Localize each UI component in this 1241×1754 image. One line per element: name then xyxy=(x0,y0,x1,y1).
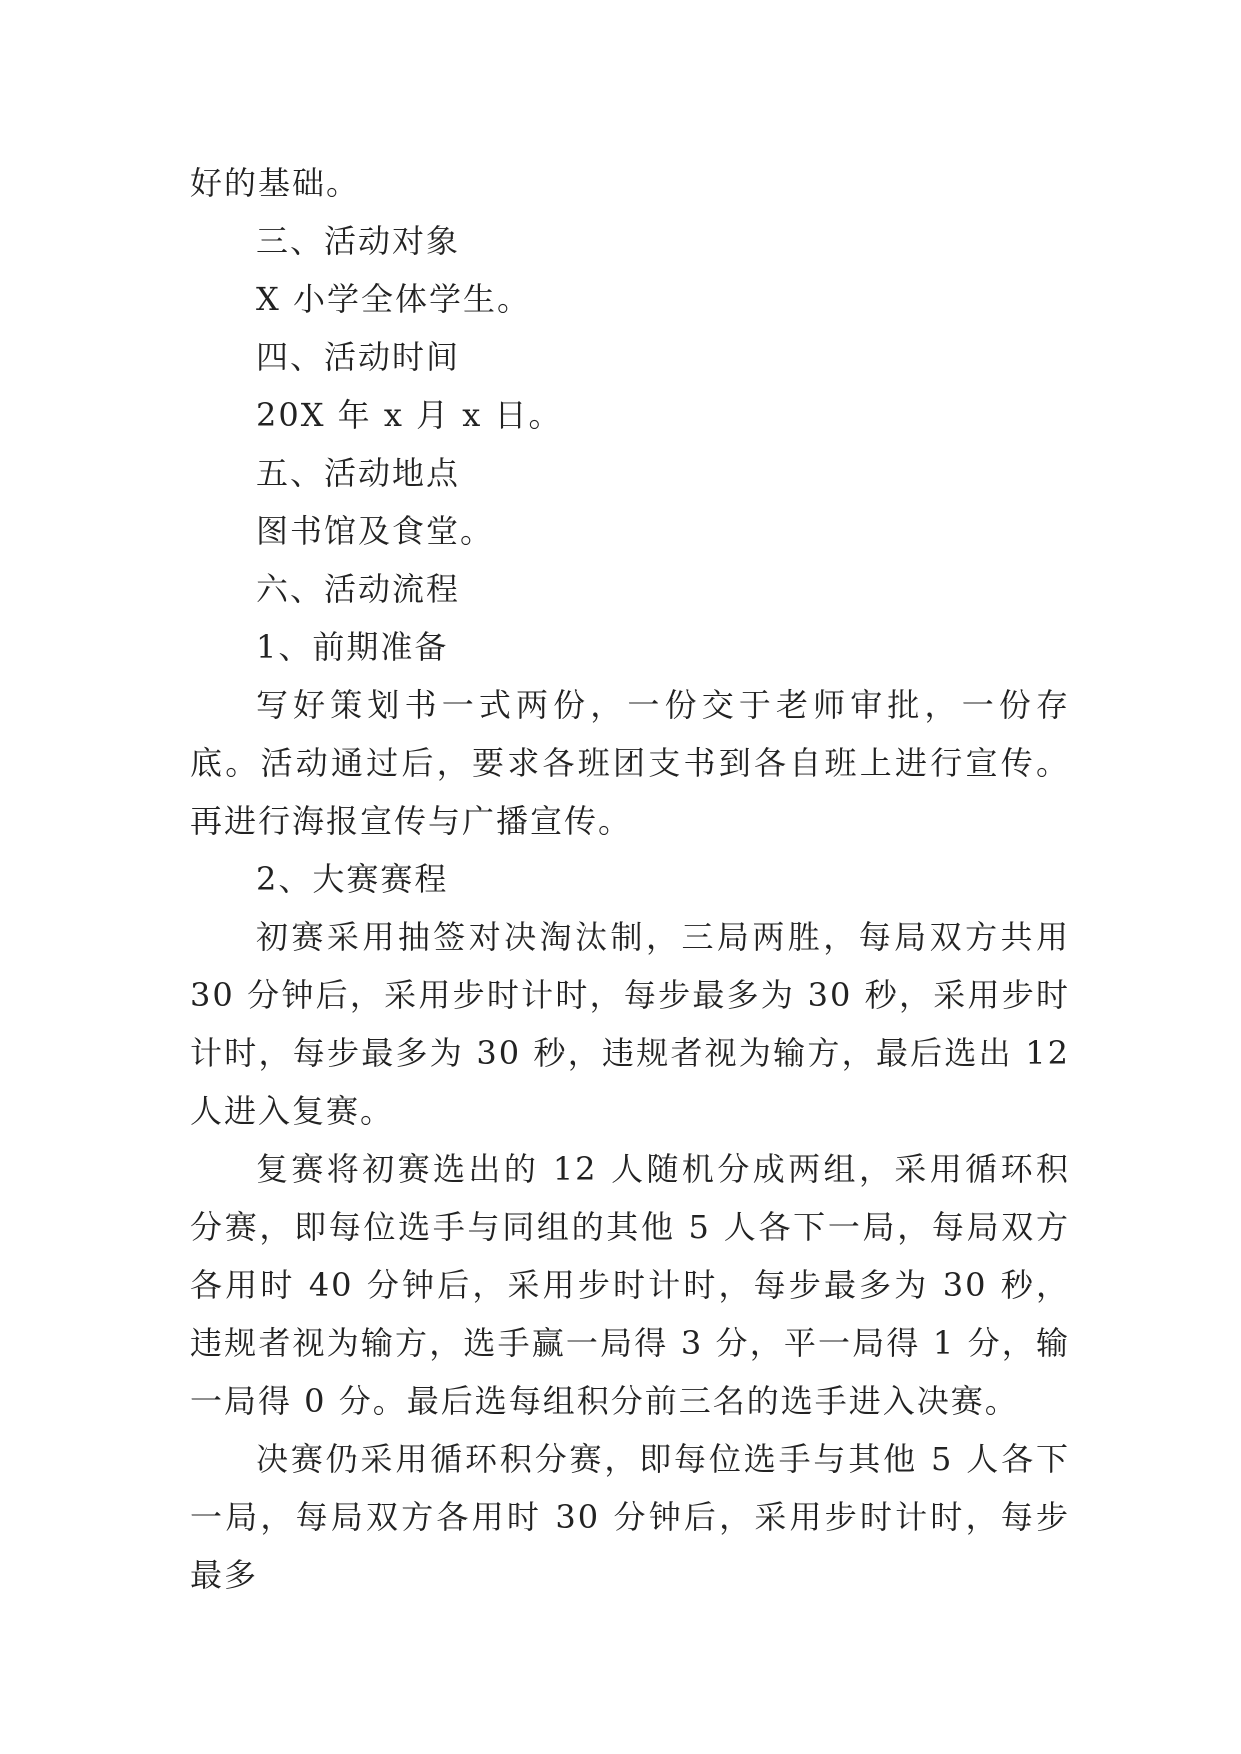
document-body xyxy=(190,154,1070,1604)
section-heading: 四、活动时间 xyxy=(256,338,461,376)
paragraph: 图书馆及食堂。 xyxy=(256,512,495,550)
subsection-heading: 2、大赛赛程 xyxy=(256,860,449,898)
paragraph: 初赛采用抽签对决淘汰制，三局两胜，每局双方共用 30 分钟后，采用步时计时，每步最多为 30 秒，采用步时计时，每步最多为 30 秒，违规者视为输方，最后选出 12 人进入复赛。 xyxy=(190,918,1070,1130)
section-heading: 三、活动对象 xyxy=(256,222,461,260)
paragraph: 复赛将初赛选出的 12 人随机分成两组，采用循环积分赛，即每位选手与同组的其他 5 人各下一局，每局双方各用时 40 分钟后，采用步时计时，每步最多为 30 秒，违规者视为输方，选手赢一局得 3 分，平一局得 1 分，输一局得 0 分。最后选每组积分前三名的选手进入决赛。 xyxy=(190,1150,1070,1420)
paragraph: 写好策划书一式两份，一份交于老师审批，一份存底。活动通过后，要求各班团支书到各自班上进行宣传。再进行海报宣传与广播宣传。 xyxy=(190,686,1070,840)
section-heading: 六、活动流程 xyxy=(256,570,461,608)
paragraph: 好的基础。 xyxy=(190,164,361,202)
subsection-heading: 1、前期准备 xyxy=(256,628,449,666)
section-heading: 五、活动地点 xyxy=(256,454,461,492)
paragraph: 20X 年 x 月 x 日。 xyxy=(256,396,563,434)
paragraph: 决赛仍采用循环积分赛，即每位选手与其他 5 人各下一局，每局双方各用时 30 分钟后，采用步时计时，每步最多 xyxy=(190,1440,1070,1594)
paragraph: X 小学全体学生。 xyxy=(256,280,531,318)
